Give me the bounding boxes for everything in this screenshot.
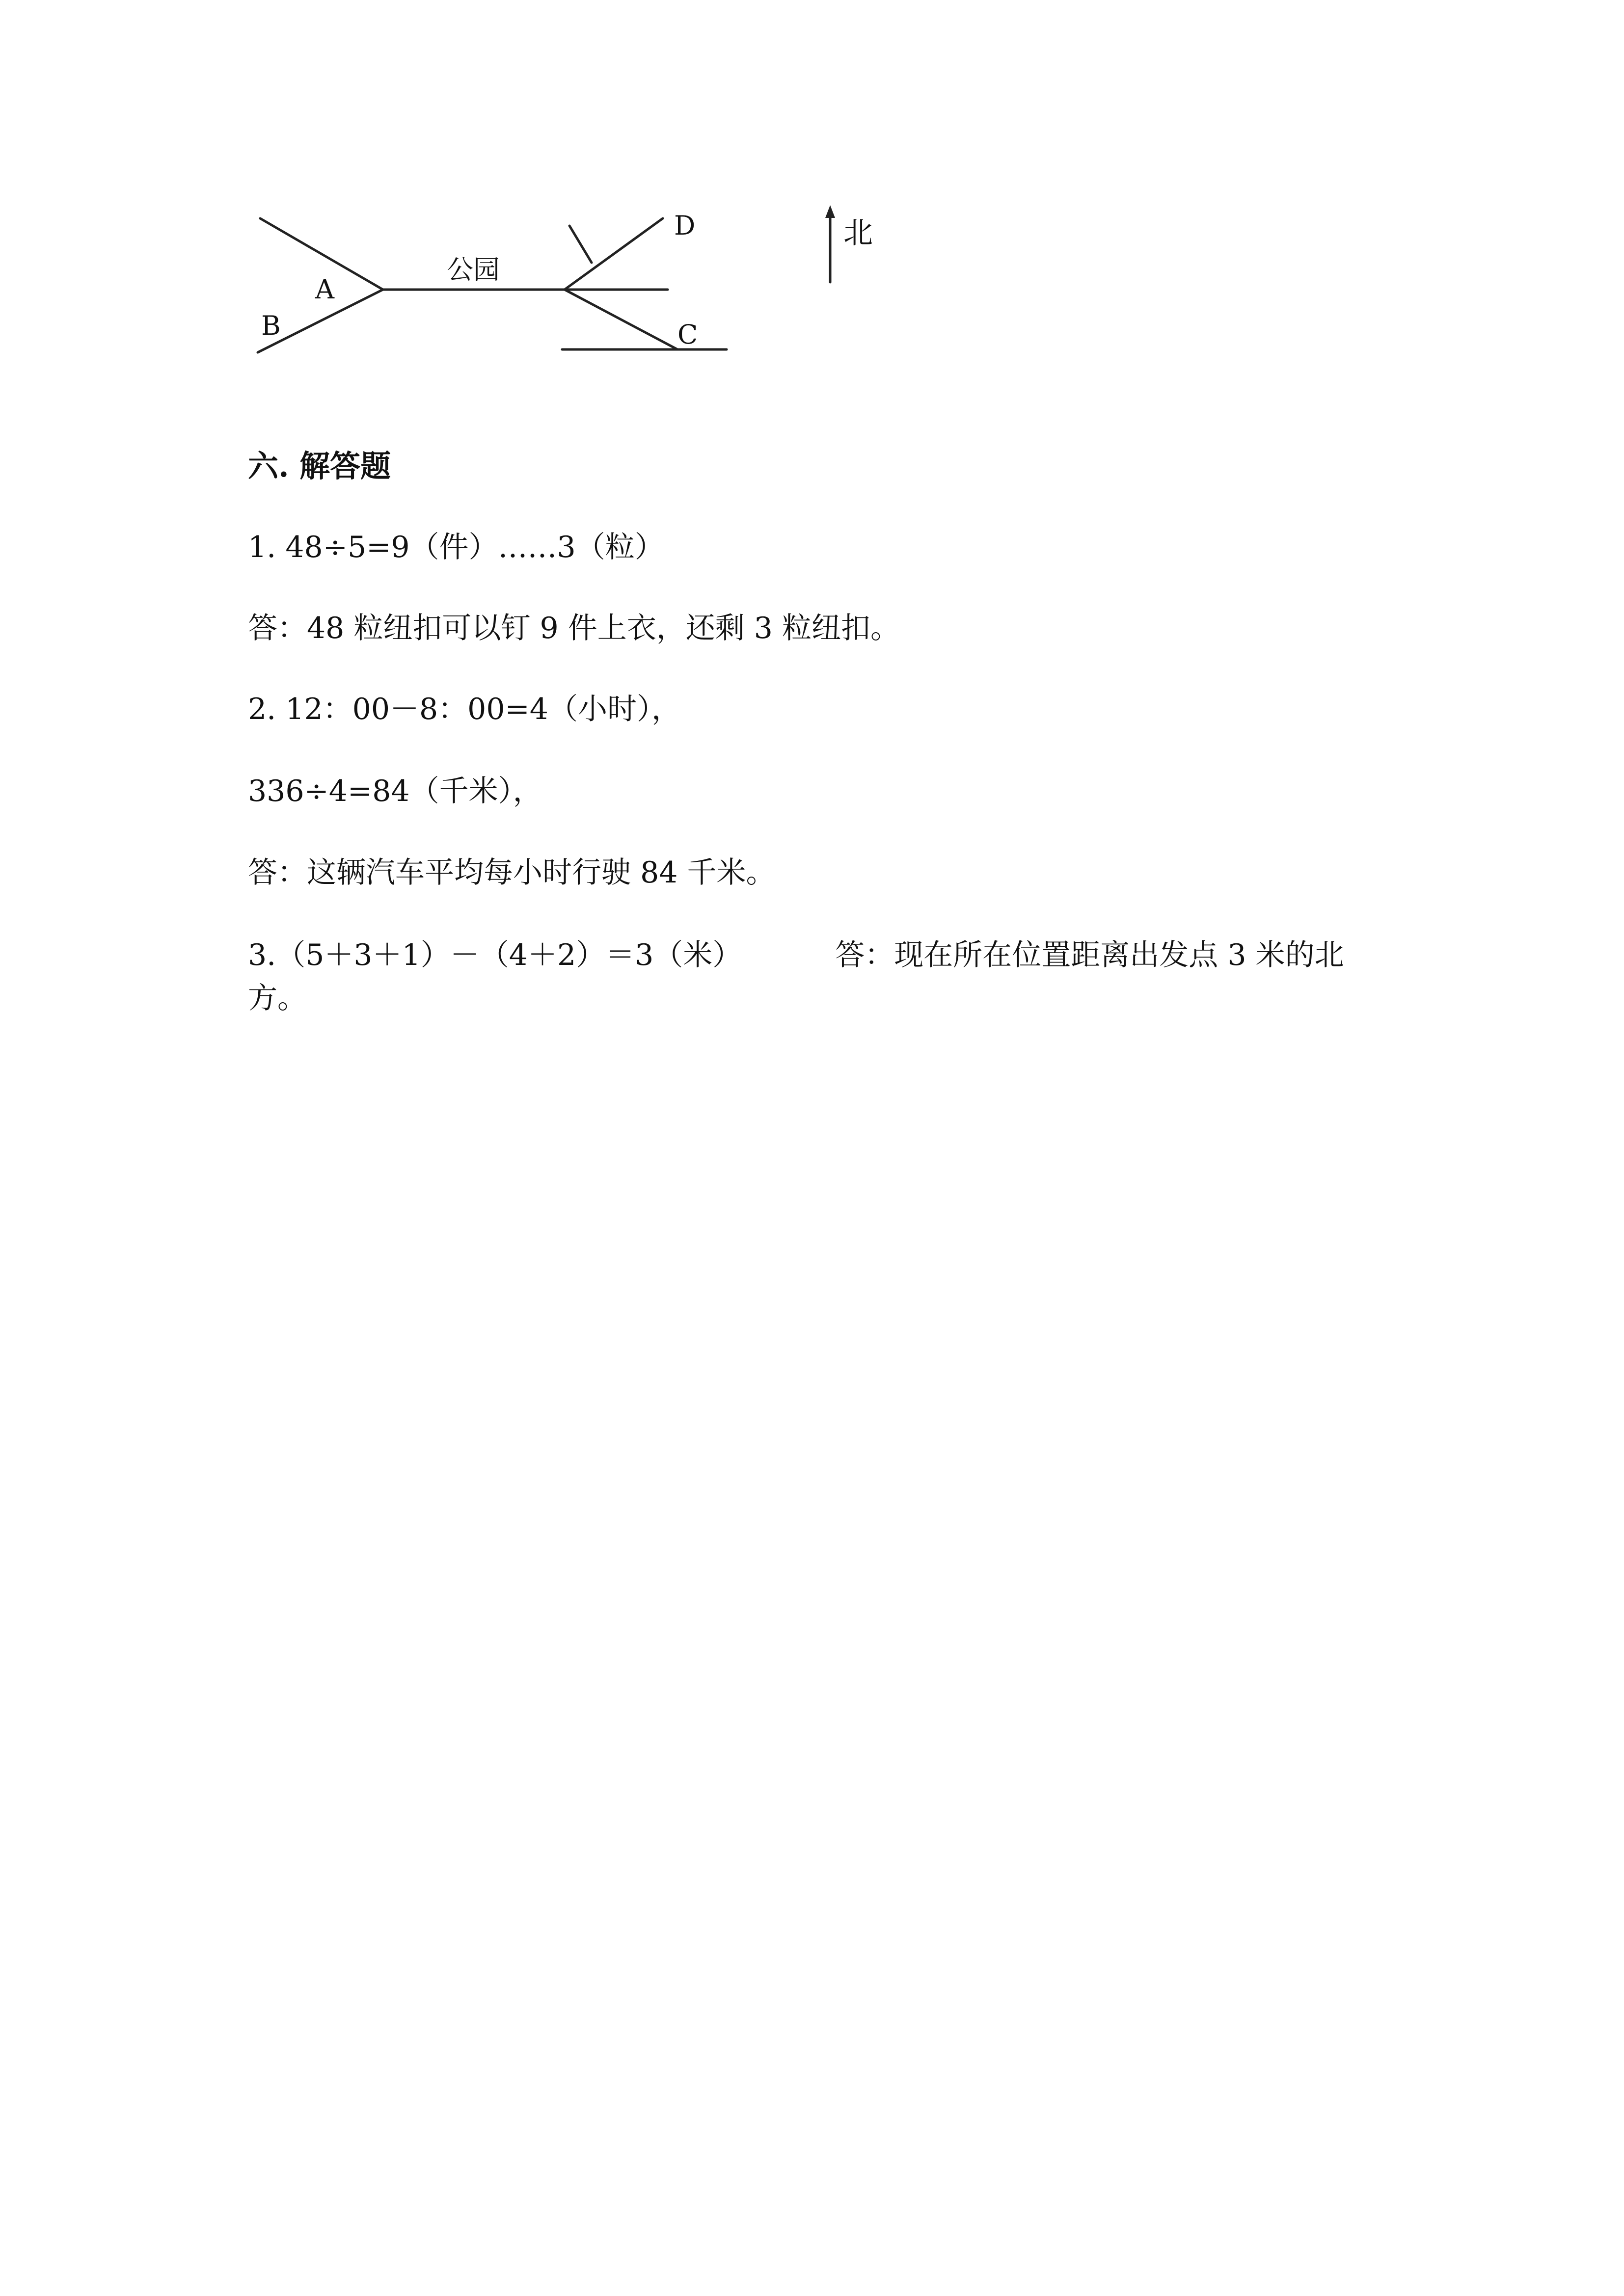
q1-answer: 答：48 粒纽扣可以钉 9 件上衣，还剩 3 粒纽扣。 [248,611,900,645]
label-b: B [261,310,281,341]
q3-block [248,934,1392,1020]
path-to-d [565,218,663,290]
q2-formula-2: 336÷4=84（千米）， [248,774,542,808]
q2-formula-1: 2. 12：00－8：00=4（小时）， [248,692,681,726]
north-arrow-icon [825,205,835,218]
label-a: A [315,274,334,305]
label-park: 公园 [447,254,500,285]
q2-answer: 答：这辆汽车平均每小时行驶 84 千米。 [248,855,776,890]
section-title: 六. 解答题 [248,448,391,484]
q1-formula: 1. 48÷5=9（件）……3（粒） [248,530,664,564]
q3-formula: 3.（5＋3＋1）－（4＋2）＝3（米） [248,938,742,972]
label-d: D [674,210,696,241]
label-c: C [677,319,698,350]
label-north: 北 [843,216,873,250]
path-short-tick [569,226,592,263]
path-to-c [565,290,677,349]
q3-answer: 答：现在所在位置距离出发点 3 米的北方。 [248,938,1344,1015]
route-map-diagram [236,196,923,373]
